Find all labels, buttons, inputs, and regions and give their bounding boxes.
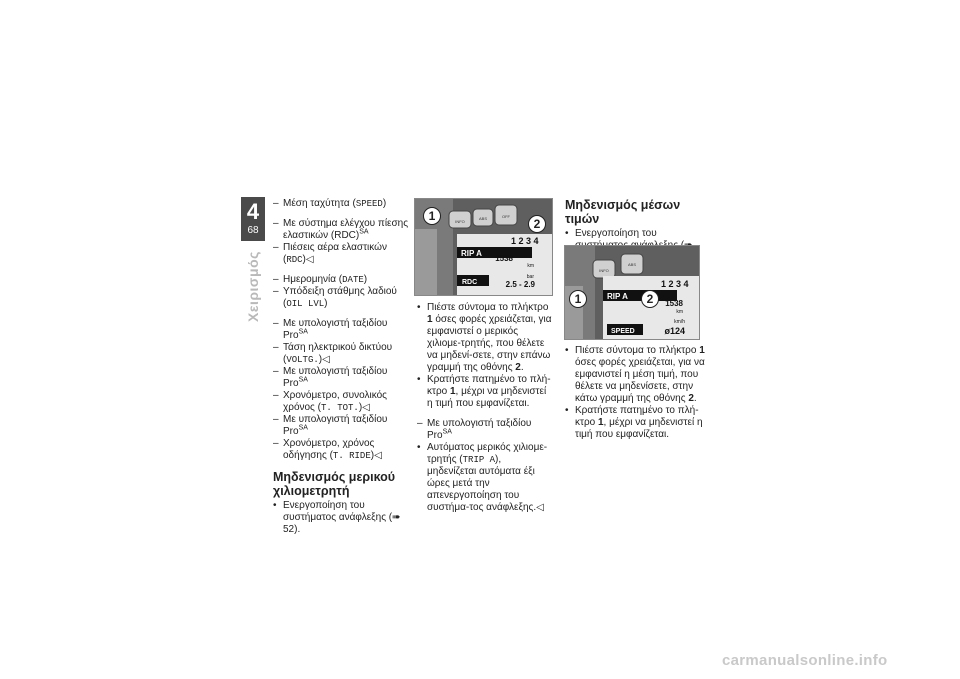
list-item: • Κρατήστε πατημένο το πλή-κτρο 1, μέχρι να μηδενιστεί η τιμή που εμφανίζεται. — [565, 405, 703, 440]
callout-1: 1 — [423, 207, 441, 225]
lcd-top-value: 1538 — [495, 254, 513, 263]
list-item: – Τάση ηλεκτρικού δικτύου (VOLTG.)◁ — [273, 342, 393, 365]
lcd-bottom-label: RDC — [462, 279, 478, 286]
list-item: – Υπόδειξη στάθμης λαδιού (OIL LVL) — [273, 286, 397, 309]
button-label: ABS — [478, 216, 488, 221]
list-item: – Χρονόμετρο, συνολικός χρόνος (T. TOT.)◁ — [273, 390, 387, 413]
button-label: ABS — [627, 262, 637, 267]
instrument-photo-2 — [564, 245, 700, 340]
lcd-bottom-unit: km/h — [674, 319, 685, 325]
list-item: • Κρατήστε πατημένο το πλή-κτρο 1, μέχρι να μηδενιστεί η τιμή που εμφανίζεται. — [417, 374, 551, 409]
list-item: – Με υπολογιστή ταξιδίου Pro$^{SA}$ — [273, 414, 388, 437]
lcd-top-label: RIP A — [461, 249, 482, 258]
list-item: – Με υπολογιστή ταξιδίου Pro$^{SA}$ — [417, 418, 532, 441]
lcd-bottom-value: ø124 — [664, 326, 685, 336]
list-item: – Χρονόμετρο, χρόνος οδήγησης (T. RIDE)◁ — [273, 438, 382, 461]
button-label: INFO — [599, 268, 609, 273]
button-label: OFF — [502, 214, 510, 219]
lcd-top-value: 1538 — [665, 299, 683, 308]
list-item: • Πιέστε σύντομα το πλήκτρο 1 όσες φορές χρειάζεται, για να εμφανιστεί η μέση τιμή, που θέλετε να μηδενίσετε, στην κάτω γραμμή της οθόνης 2. — [565, 345, 705, 404]
instrument-photo-1 — [414, 198, 553, 296]
lcd-bottom-unit: bar — [526, 274, 534, 280]
list-item: • Αυτόματος μερικός χιλιομε-τρητής (TRIP A), μηδενίζεται αυτόματα έξι ώρες μετά την απενεργοποίηση του συστήμα-τος ανάφλεξης.◁ — [417, 442, 548, 513]
list-item: – Με υπολογιστή ταξιδίου Pro$^{SA}$ — [273, 318, 388, 341]
column-1 — [273, 198, 409, 536]
column-2 — [417, 302, 553, 514]
list-item: • Πιέστε σύντομα το πλήκτρο 1 όσες φορές χρειάζεται, για εμφανιστεί ο μερικός χιλιομε-τρητής, που θέλετε να μηδενί-σετε, στην επάνω γραμμή της οθόνης 2. — [417, 302, 552, 373]
callout-2: 2 — [641, 290, 659, 308]
arrow-icon: ➠ — [392, 512, 401, 523]
section-heading-average-reset: Μηδενισμός μέσων τιμών — [565, 198, 681, 226]
callout-2: 2 — [528, 215, 546, 233]
column-3-continued — [565, 345, 705, 441]
lcd-top-unit: km — [527, 263, 534, 269]
list-item: – Ημερομηνία (DATE) — [273, 274, 368, 285]
list-item: • Ενεργοποίηση του συστήματος ανάφλεξης (➠ 52). — [273, 500, 401, 535]
list-item: – Με υπολογιστή ταξιδίου Pro$^{SA}$ — [273, 366, 388, 389]
page-number: 68 — [247, 225, 259, 236]
section-heading-trip-reset: Μηδενισμός μερικού χιλιομετρητή — [273, 470, 396, 498]
lcd-top-label: RIP A — [607, 292, 628, 301]
lcd-bottom-value: 2.5 - 2.9 — [505, 280, 535, 289]
list-item: – Μέση ταχύτητα (SPEED) — [273, 198, 387, 209]
side-title: Χειρισμός — [245, 251, 261, 322]
button-label: INFO — [455, 219, 465, 224]
lcd-top-unit: km — [676, 309, 683, 315]
list-item: – Πιέσεις αέρα ελαστικών (RDC)◁ — [273, 242, 387, 265]
list-item: • Ενεργοποίηση του — [565, 228, 705, 264]
gear-digits: 1 2 3 4 — [511, 236, 539, 246]
gear-digits: 1 2 3 4 — [661, 279, 689, 289]
lcd-bottom-label: SPEED — [611, 328, 635, 335]
chapter-number: 4 — [246, 199, 260, 224]
list-item: – Με σύστημα ελέγχου πίεσης ελαστικών (RDC)$^{SA}$ — [273, 218, 409, 241]
chapter-tab — [241, 197, 265, 241]
watermark: carmanualsonline.info — [722, 652, 888, 669]
callout-1: 1 — [569, 290, 587, 308]
